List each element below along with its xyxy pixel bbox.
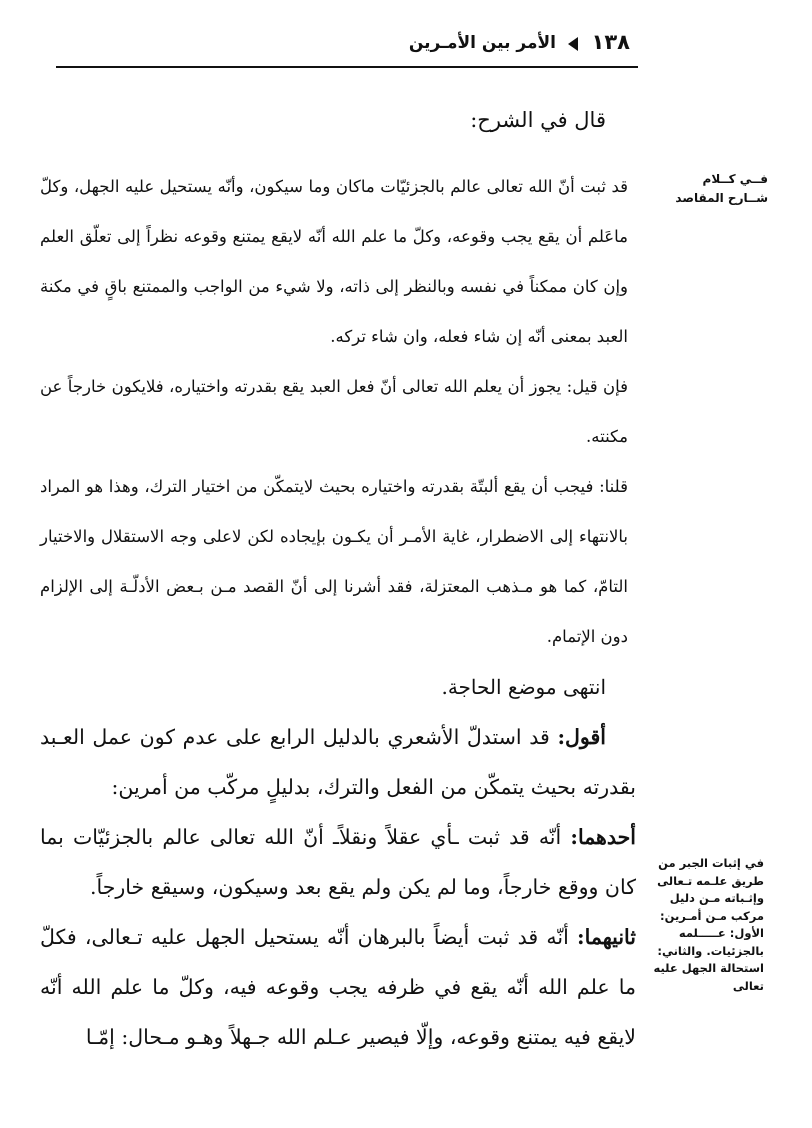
first-text: أنّه قد ثبت ـأي عقلاً ونقلاًـ أنّ الله تعالى عالم بالجزئيّات بما كان ووقع خارجاً، وما لم يكن ولم يقع بعد وسيكون، وسيقع خارجاً. xyxy=(40,825,636,899)
second-label: ثانيهما: xyxy=(577,925,636,949)
running-title: الأمر بين الأمـرين xyxy=(408,33,556,53)
header-rule xyxy=(56,66,638,68)
quote-intro: قال في الشرح: xyxy=(470,108,606,132)
aqul-text: قد استدلّ الأشعري بالدليل الرابع على عدم كون عمل العـبد بقدرته بحيث يتمكّن من الفعل والترك، بدليلٍ مركّب من أمرين: xyxy=(40,725,636,799)
commentary xyxy=(40,712,636,1062)
page-header xyxy=(56,28,638,68)
page-number: ١٣٨ xyxy=(591,30,630,54)
sidenote-sharh-maqasid: فــي كــلام شــارح المقاصد xyxy=(675,172,768,205)
sidenote-proof-jabr: في إثبات الجبر من طريق علـمه تـعالى وإثـباته مـن دليل مركب مـن أمـرين: الأول: عـــــلمه بالجزئيات. والثاني: استحالة الجهل عليه تعالى xyxy=(653,856,764,993)
end-of-quote: انتهى موضع الحاجة. xyxy=(441,675,606,699)
first-label: أحدهما: xyxy=(570,825,636,849)
triangle-arrow-icon xyxy=(568,37,578,51)
quote-paragraph-1: قد ثبت أنّ الله تعالى عالم بالجزئيّات ماكان وما سيكون، وأنّه يستحيل عليه الجهل، وكلّ ماعَلم أن يقع يجب وقوعه، وكلّ ما علم الله أنّه لايقع يمتنع وقوعه نظراً إلى تعلّق العلم وإن كان ممكناً في نفسه وبالنظر إلى ذاته، ولا شيء من الواجب والممتنع باقٍ في مكنة العبد بمعنى أنّه إن شاء فعله، وان شاء تركه. xyxy=(40,177,628,346)
first-premise xyxy=(40,812,636,912)
aqul-label: أقول: xyxy=(557,725,606,749)
main-text xyxy=(40,96,636,1062)
sharh-quote xyxy=(40,162,636,662)
second-premise xyxy=(40,912,636,1062)
quote-paragraph-2: فإن قيل: يجوز أن يعلم الله تعالى أنّ فعل العبد يقع بقدرته واختياره، فلايكون خارجاً عن مكنته. xyxy=(40,377,628,446)
second-text: أنّه قد ثبت أيضاً بالبرهان أنّه يستحيل الجهل عليه تـعالى، فكلّ ما علم الله أنّه يقع في ظرفه يجب وقوعه فيه، وكلّ ما علم الله أنّه لايقع فيه يمتنع وقوعه، وإلّا فيصير عـلم الله جـهلاً وهـو مـحال: إمّـا xyxy=(40,925,636,1049)
aqul-paragraph xyxy=(40,712,636,812)
quote-paragraph-3: قلنا: فيجب أن يقع ألبتّة بقدرته واختياره بحيث لايتمكّن من اختيار الترك، وهذا هو المراد بالانتهاء إلى الاضطرار، غاية الأمـر أن يكـون بإيجاده لكن لاعلى وجه الاستقلال والاختيار التامّ، كما هو مـذهب المعتزلة، فقد أشرنا إلى أنّ القصد مـن بـعض الأدلّـة إلى الإلزام دون الإتمام. xyxy=(40,477,628,646)
